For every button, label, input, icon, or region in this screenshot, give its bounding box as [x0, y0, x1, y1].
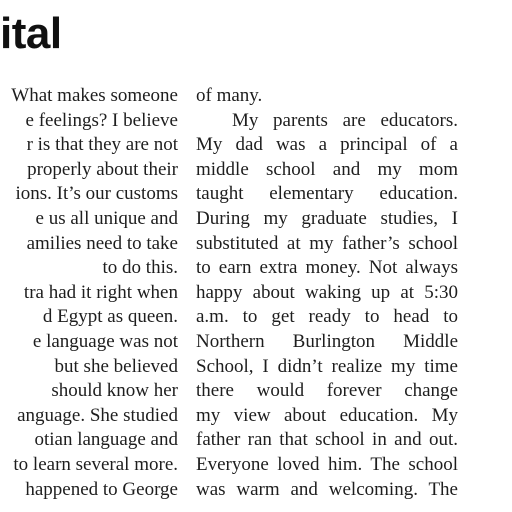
article-headline: ital: [0, 9, 62, 58]
text-line: d Egypt as queen.: [42, 306, 178, 328]
text-line: My dad was a principal of a: [196, 134, 458, 156]
text-line: r is that they are not: [26, 134, 178, 156]
text-line: During my graduate studies, I: [196, 207, 458, 229]
text-line: My parents are educators.: [232, 109, 458, 131]
text-line: my view about education. My: [196, 404, 458, 426]
text-line: amilies need to take: [26, 232, 178, 254]
left-text-column: [0, 84, 178, 502]
text-line: Everyone loved him. The school: [196, 453, 458, 475]
text-line: to earn extra money. Not always: [196, 257, 458, 279]
text-line: there would forever change: [196, 380, 458, 402]
text-line: properly about their: [27, 158, 178, 180]
text-line: tra had it right when: [23, 281, 178, 303]
text-line: e feelings? I believe: [25, 109, 178, 131]
text-line: father ran that school in and out.: [196, 429, 458, 451]
text-line: was warm and welcoming. The: [196, 478, 458, 500]
text-line: School, I didn’t realize my time: [196, 355, 458, 377]
text-line: e us all unique and: [35, 207, 178, 229]
text-line: ions. It’s our customs: [15, 183, 178, 205]
text-line: middle school and my mom: [196, 158, 458, 180]
text-line: a.m. to get ready to head to: [196, 306, 458, 328]
text-line: to learn several more.: [13, 453, 178, 475]
right-text-column: [196, 84, 458, 502]
text-line: of many.: [196, 85, 263, 106]
text-line: happened to George: [25, 478, 178, 500]
text-line: happy about waking up at 5:30: [196, 281, 458, 303]
text-line: taught elementary education.: [196, 183, 458, 205]
text-line: Northern Burlington Middle: [196, 330, 458, 352]
text-line: but she believed: [54, 355, 178, 377]
text-line: should know her: [51, 380, 178, 402]
text-line: anguage. She studied: [17, 404, 178, 426]
text-line: otian language and: [34, 429, 178, 451]
text-line: substituted at my father’s school: [196, 232, 458, 254]
text-line: What makes someone: [11, 85, 178, 106]
text-line: to do this.: [102, 257, 178, 279]
text-line: e language was not: [32, 330, 178, 352]
